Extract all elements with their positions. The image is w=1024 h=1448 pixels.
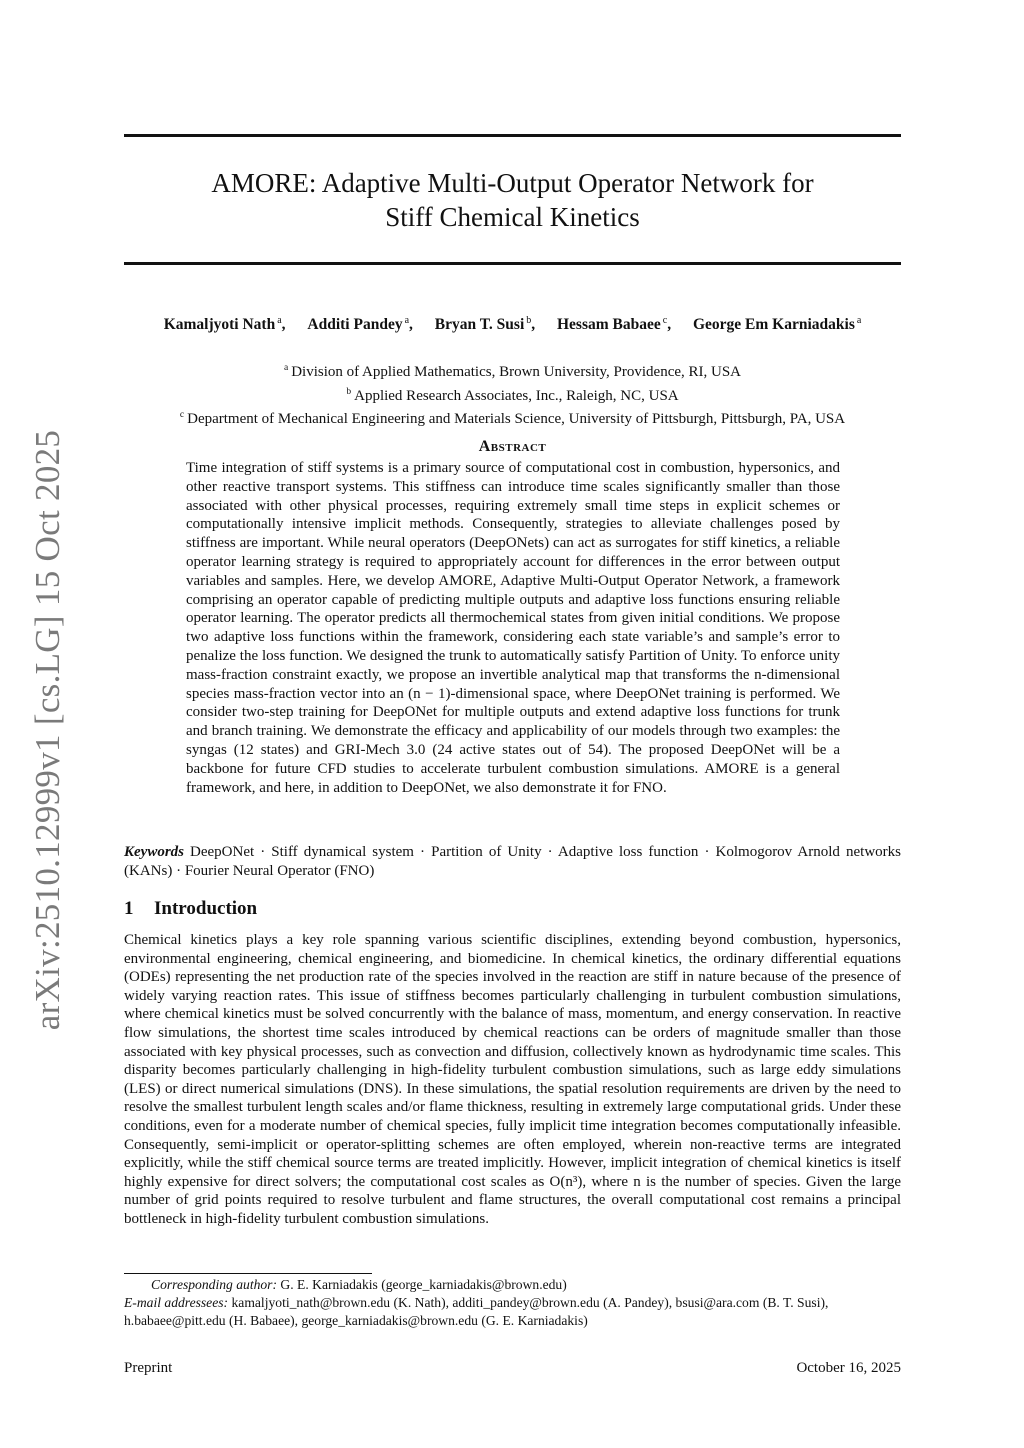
abstract-heading: Abstract (478, 438, 547, 455)
affiliation-list (124, 359, 901, 430)
title-bottom-rule (124, 262, 901, 265)
author-affil-mark: a (856, 315, 862, 326)
corresponding-author-note (124, 1276, 901, 1294)
affiliation (124, 383, 901, 407)
affiliation-mark: c (179, 410, 185, 420)
email-addresses-text: kamaljyoti_nath@brown.edu (K. Nath), additi_pandey@brown.edu (A. Pandey), bsusi@ara.com (B. T. Susi), h.babaee@pitt.edu (H. Babaee), george_karniadakis@brown.edu (G. E. Karniadakis) (124, 1295, 829, 1328)
affiliation-text: Division of Applied Mathematics, Brown University, Providence, RI, USA (291, 364, 742, 380)
section-heading-introduction (124, 898, 257, 920)
affiliation-text: Applied Research Associates, Inc., Raleigh, NC, USA (354, 387, 679, 404)
affiliation-text: Department of Mechanical Engineering and Materials Science, University of Pittsburgh, Pittsburgh, PA, USA (187, 411, 846, 427)
affiliation (124, 406, 901, 430)
author-name: George Em Karniadakis (692, 316, 855, 334)
author-affil-mark: c (662, 315, 668, 326)
corresponding-author-text: G. E. Karniadakis (george_karniadakis@brown.edu) (280, 1277, 567, 1292)
affiliation-mark: a (283, 363, 289, 373)
keywords-label: Keywords (124, 844, 184, 860)
author-affil-mark: a (404, 315, 410, 326)
footnotes (124, 1276, 901, 1330)
author-affil-mark: b (526, 315, 532, 326)
email-addresses-label: E-mail addressees: (124, 1295, 229, 1310)
arxiv-identifier: arXiv:2510.12999v1 [cs.LG] 15 Oct 2025 (28, 429, 67, 1031)
keywords-text: DeepONet · Stiff dynamical system · Partition of Unity · Adaptive loss function · Kolmogorov Arnold networks (KANs) · Fourier Neural Operator (FNO) (124, 844, 901, 879)
paper-title (124, 166, 901, 234)
footer-preprint: Preprint (124, 1360, 173, 1376)
section-number: 1 (124, 898, 134, 919)
footer-date: October 16, 2025 (796, 1360, 901, 1376)
author-name: Bryan T. Susi (434, 316, 525, 334)
keywords (124, 843, 901, 881)
email-addresses-note (124, 1294, 901, 1330)
author-name: Kamaljyoti Nath (163, 316, 276, 334)
corresponding-author-label: Corresponding author: (151, 1277, 278, 1292)
introduction-paragraph: Chemical kinetics plays a key role spanning various scientific disciplines, extending beyond combustion, hypersonics, environmental engineering, chemical engineering, and biomedicine. In chemical kinetics, the ordinary differential equations (ODEs) representing the net production rate of the species involved in the reaction are stiff in nature because of the presence of widely varying reaction rates. This issue of stiffness becomes particularly challenging in turbulent combustion simulations, where chemical kinetics must be solved concurrently with the balance of mass, momentum, and energy conservation. In reactive flow simulations, the shortest time scales introduced by chemical reactions can be orders of magnitude smaller than those associated with key physical processes, such as convection and diffusion, collectively known as hydrodynamic time scales. This disparity becomes particularly challenging in high-fidelity turbulent combustion simulations, such as large eddy simulations (LES) or direct numerical simulations (DNS). In these simulations, the spatial resolution requirements are driven by the need to resolve the smallest turbulent length scales and/or flame thickness, resulting in extremely large computational grids. Under these conditions, even for a moderate number of chemical species, fully implicit time integration becomes computationally infeasible. Consequently, semi-implicit or operator-splitting schemes are often employed, wherein non-reactive terms are integrated explicitly, while the stiff chemical source terms are treated implicitly. However, implicit integration of chemical kinetics is itself highly expensive for direct solvers; the computational cost scales as O(n³), where n is the number of species. Given the large number of grid points required to resolve turbulent and flame structures, the overall computational cost remains a principal bottleneck in high-fidelity turbulent combustion simulations. (124, 932, 901, 1227)
affiliation-mark: b (346, 386, 352, 397)
section-title: Introduction (154, 898, 258, 919)
abstract-text: Time integration of stiff systems is a primary source of computational cost in combustion, hypersonics, and other reactive transport systems. This stiffness can introduce time scales significantly smaller than those associated with other physical processes, requiring extremely small time steps in explicit schemes or computationally intensive implicit methods. Consequently, strategies to alleviate challenges posed by stiffness are important. While neural operators (DeepONets) can act as surrogates for stiff kinetics, a reliable operator learning strategy is required to appropriately account for differences in the error between output variables and samples. Here, we develop AMORE, Adaptive Multi-Output Operator Network, a framework comprising an operator capable of predicting multiple outputs and adaptive loss functions ensuring reliable operator learning. The operator predicts all thermochemical states from given initial conditions. We propose two adaptive loss functions within the framework, considering each state variable’s and sample’s error to penalize the loss function. We designed the trunk to automatically satisfy Partition of Unity. To enforce unity mass-fraction constraint exactly, we propose an invertible analytical map that transforms the n-dimensional species mass-fraction vector into an (n − 1)-dimensional space, where DeepONet training is performed. We consider two-step training for DeepONet for multiple outputs and extend adaptive loss functions for trunk and branch training. We demonstrate the efficacy and applicability of our models through two examples: the syngas (12 states) and GRI-Mech 3.0 (24 active states out of 54). The proposed DeepONet will be a backbone for future CFD studies to accelerate turbulent combustion simulations. AMORE is a general framework, and here, in addition to DeepONet, we also demonstrate it for FNO. (186, 460, 840, 796)
author: Bryan T. Susi $^b$, (434, 315, 536, 334)
author (693, 316, 861, 333)
author-affil-mark: a (277, 315, 282, 326)
arxiv-side-stamp (24, 430, 72, 1030)
title-line-2: Stiff Chemical Kinetics (385, 202, 640, 232)
author-list (124, 315, 901, 334)
title-top-rule (124, 134, 901, 137)
author: Hessam Babaee $^c$, (557, 315, 672, 334)
author: Additi Pandey $^a$, (307, 315, 413, 334)
affiliation (124, 359, 901, 383)
title-line-1: AMORE: Adaptive Multi-Output Operator Network for (211, 168, 814, 198)
footnote-rule (124, 1273, 372, 1274)
author-name: Additi Pandey (307, 316, 403, 334)
author-name: Hessam Babaee (557, 316, 661, 334)
author: Kamaljyoti Nath $^a$, (163, 315, 286, 334)
